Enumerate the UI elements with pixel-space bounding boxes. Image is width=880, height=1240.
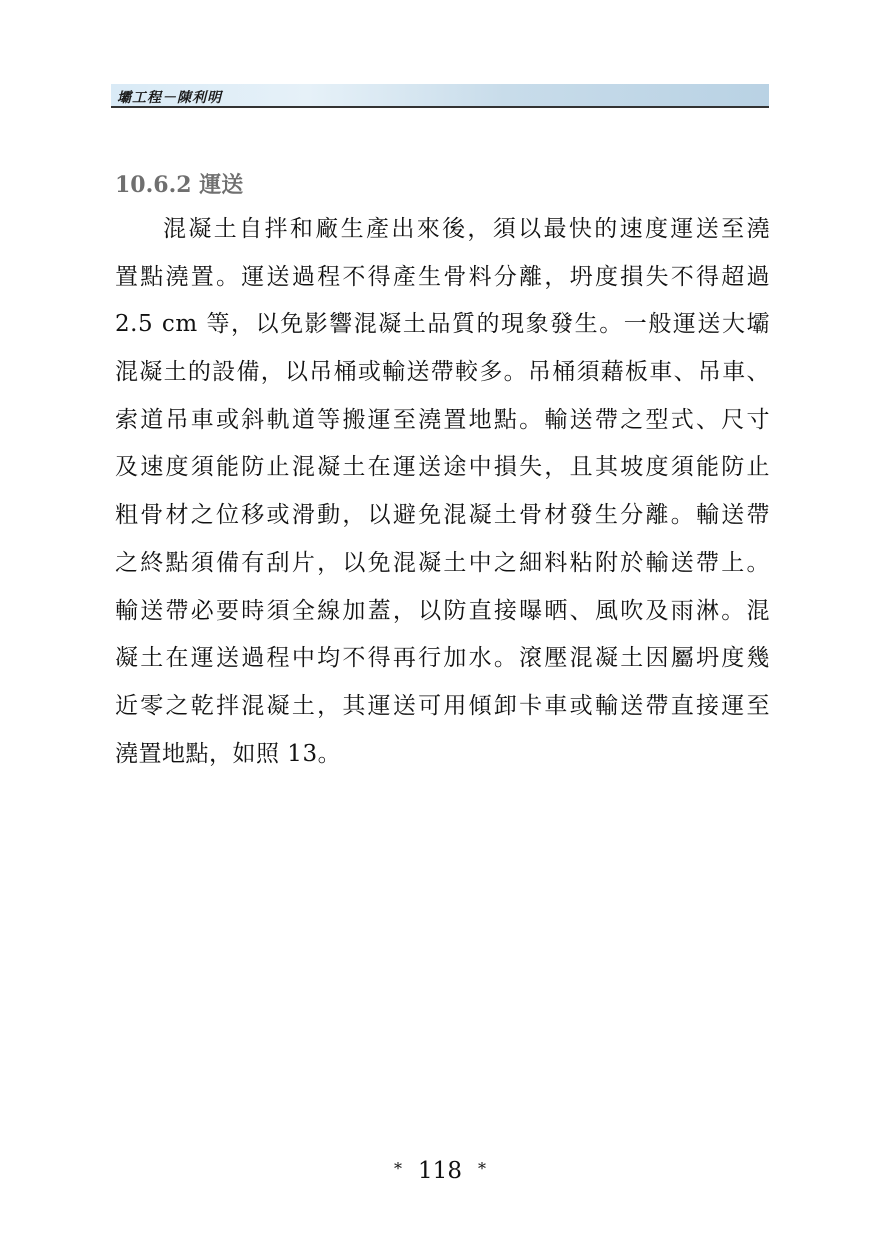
paragraph-line: 2.5 cm 等，以免影響混凝土品質的現象發生。一般運送大壩 xyxy=(115,311,770,338)
paragraph-line: 輸送帶必要時須全線加蓋，以防直接曝晒、風吹及雨淋。混 xyxy=(115,597,770,624)
section-title: 10.6.2 運送 xyxy=(115,172,244,198)
page-footer xyxy=(0,1158,880,1184)
paragraph-line: 凝土在運送過程中均不得再行加水。滾壓混凝土因屬坍度幾 xyxy=(115,645,770,672)
paragraph-line: 澆置地點，如照 13。 xyxy=(115,740,342,767)
body-paragraph xyxy=(115,206,770,778)
paragraph-line: 索道吊車或斜軌道等搬運至澆置地點。輸送帶之型式、尺寸 xyxy=(115,406,770,433)
footer-star-left: * xyxy=(394,1159,403,1178)
page-number: 118 xyxy=(418,1158,462,1184)
paragraph-line: 及速度須能防止混凝土在運送途中損失，且其坡度須能防止 xyxy=(115,454,770,481)
paragraph-line: 置點澆置。運送過程不得產生骨料分離，坍度損失不得超過 xyxy=(115,263,770,290)
paragraph-line: 混凝土自拌和廠生產出來後，須以最快的速度運送至澆 xyxy=(163,216,770,242)
paragraph-line: 混凝土的設備，以吊桶或輸送帶較多。吊桶須藉板車、吊車、 xyxy=(115,359,770,386)
paragraph-line: 之終點須備有刮片，以免混凝土中之細料粘附於輸送帶上。 xyxy=(115,549,770,576)
paragraph-line: 粗骨材之位移或滑動，以避免混凝土骨材發生分離。輸送帶 xyxy=(115,502,770,529)
running-header xyxy=(111,84,769,108)
footer-star-right: * xyxy=(477,1159,486,1178)
running-title: 壩工程－陳利明 xyxy=(117,90,222,106)
paragraph-line: 近零之乾拌混凝土，其運送可用傾卸卡車或輸送帶直接運至 xyxy=(115,692,770,719)
